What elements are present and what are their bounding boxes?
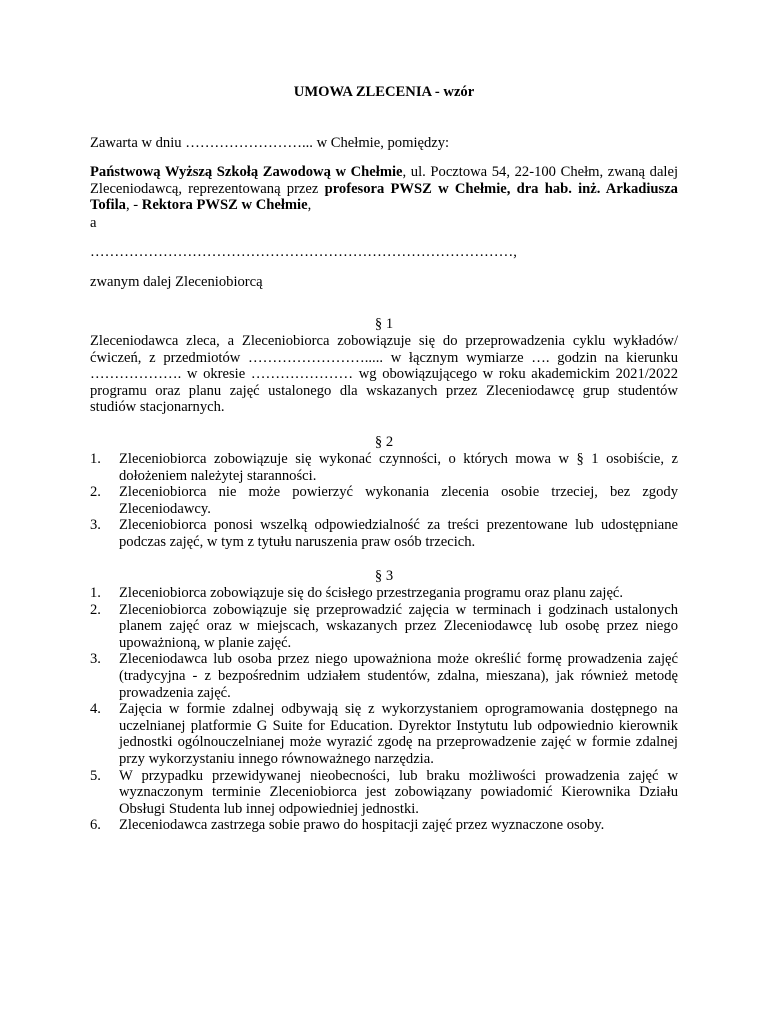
item-number: 3. — [90, 517, 101, 534]
party1-paragraph — [90, 164, 678, 214]
list-item — [90, 602, 678, 652]
item-text: Zleceniodawca lub osoba przez niego upoważniona może określić formę prowadzenia zajęć (tradycyjna - z bezpośrednim udziałem studentów, zdalna, mieszana), jak również metodę prowadzenia zajęć. — [119, 651, 678, 701]
item-number: 4. — [90, 701, 101, 718]
item-text: Zleceniobiorca zobowiązuje się wykonać czynności, o których mowa w § 1 osobiście, z dołożeniem należytej staranności. — [119, 451, 678, 484]
party1-rep: profesora PWSZ w Chełmie, dra hab. inż. Arkadiusza Tofila — [90, 180, 678, 214]
item-number: 1. — [90, 451, 101, 467]
section2-heading: § 2 — [374, 434, 394, 450]
item-text: Zleceniobiorca zobowiązuje się do ścisłego przestrzegania programu oraz planu zajęć. — [119, 585, 624, 601]
item-number: 2. — [90, 601, 101, 618]
item-number: 5. — [90, 767, 101, 784]
item-text: W przypadku przewidywanej nieobecności, lub braku możliwości prowadzenia zajęć w wyznaczonym terminie Zleceniobiorca jest zobowiązany powiadomić Kierownika Działu Obsługi Studenta lub innej odpowiedniej jednostki. — [119, 767, 678, 817]
list-item — [90, 701, 678, 767]
party2-line: zwanym dalej Zleceniobiorcą — [90, 274, 263, 290]
item-number: 3. — [90, 651, 101, 668]
item-number: 6. — [90, 817, 101, 834]
list-item — [90, 451, 678, 484]
dots-line: ……………………………………………………………………………, — [90, 244, 517, 260]
list-item — [90, 517, 678, 550]
list-item — [90, 651, 678, 701]
list-item — [90, 484, 678, 517]
list-item — [90, 768, 678, 818]
section2-list — [90, 451, 678, 551]
document-title: UMOWA ZLECENIA - wzór — [293, 84, 475, 100]
item-number: 1. — [90, 585, 101, 601]
item-text: Zleceniobiorca nie może powierzyć wykonania zlecenia osobie trzeciej, bez zgody Zleceniodawcy. — [119, 484, 678, 517]
list-item — [90, 817, 678, 834]
section1-text: Zleceniodawca zleca, a Zleceniobiorca zobowiązuje się do przeprowadzenia cyklu wykładów/ćwiczeń, z przedmiotów ……………………..... w łącznym wymiarze …. godzin na kierunku ………………. w okresie ………………… wg obowiązującego w roku akademickim 2021/2022 programu oraz planu zajęć ustalonego dla wskazanych przez Zleceniodawcę grup studentów studiów stacjonarnych. — [90, 333, 678, 416]
party1-name: Państwową Wyższą Szkołą Zawodową w Chełmie — [90, 164, 403, 180]
item-text: Zleceniobiorca ponosi wszelką odpowiedzialność za treści prezentowane lub udostępniane podczas zajęć, w tym z tytułu naruszenia praw osób trzecich. — [119, 517, 678, 550]
list-item — [90, 585, 678, 602]
party1-address: , ul. Pocztowa 54, 22-100 Chełm, zwaną dalej Zleceniodawcą, reprezentowaną przez — [90, 164, 679, 197]
section3-heading: § 3 — [374, 568, 394, 584]
item-number: 2. — [90, 484, 101, 501]
party1-rector: Rektora PWSZ w Chełmie — [141, 197, 308, 214]
item-text: Zleceniobiorca zobowiązuje się przeprowadzić zajęcia w terminach i godzinach ustalonych planem zajęć oraz w miejscach, wskazanych przez Zleceniodawcę lub osobę przez niego upoważnioną, w planie zajęć. — [119, 601, 678, 651]
party1-comma: , — [307, 197, 312, 214]
party1-dash: , - — [125, 197, 142, 214]
intro-line: Zawarta w dniu ……………………... w Chełmie, pomiędzy: — [90, 135, 450, 151]
item-text: Zleceniodawca zastrzega sobie prawo do hospitacji zajęć przez wyznaczone osoby. — [119, 817, 605, 834]
section3-list — [90, 585, 678, 834]
item-text: Zajęcia w formie zdalnej odbywają się z wykorzystaniem oprogramowania dostępnego na uczelnianej platformie G Suite for Education. Dyrektor Instytutu lub odpowiednio kierownik jednostki ogólnouczelnianej może wyrazić zgodę na przeprowadzenie zajęć w formie zdalnej przy wykorzystaniu innego równoważnego narzędzia. — [119, 701, 678, 767]
section1-heading: § 1 — [374, 316, 394, 332]
and-word: a — [90, 215, 97, 231]
